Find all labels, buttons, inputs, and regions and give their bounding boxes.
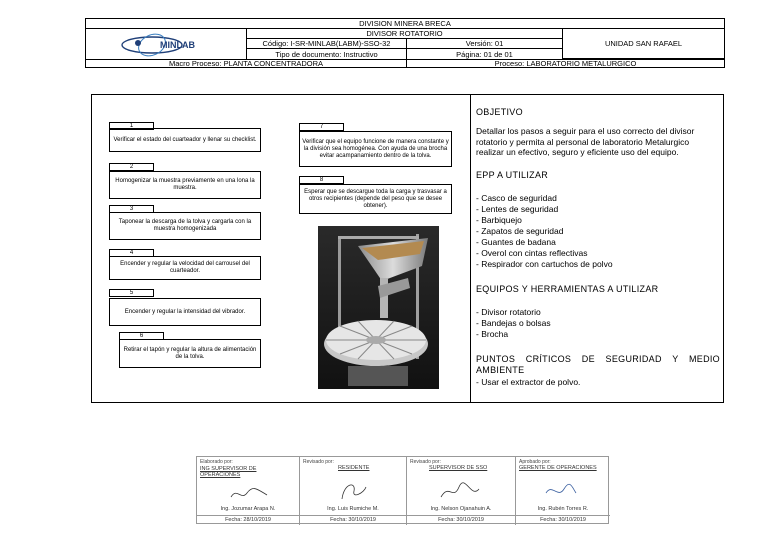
equipos-item: - Brocha (476, 329, 509, 339)
epp-title: EPP A UTILIZAR (476, 170, 549, 180)
step-text: Homogenizar la muestra previamente en una lona la muestra. (109, 171, 261, 199)
signer-name: Ing. Nelson Ojanahuin A. (430, 506, 492, 512)
signature-label: Revisado por: (410, 459, 441, 465)
handwritten-signature (336, 479, 370, 503)
signature-column (516, 457, 610, 525)
step-text: Verificar el estado del cuarteador y llenar su checklist. (109, 128, 261, 152)
equipos-title: EQUIPOS Y HERRAMIENTAS A UTILIZAR (476, 284, 659, 294)
signature-column (407, 457, 516, 525)
instruction-panel (91, 94, 724, 403)
step-number: 8 (299, 176, 344, 184)
signature-role: ING SUPERVISOR DE OPERACIONES (200, 466, 257, 478)
step-number: 7 (299, 123, 344, 131)
step-text: Retirar el tapón y regular la altura de alimentación de la tolva. (119, 339, 261, 368)
document-header (85, 18, 725, 68)
step-text: Taponear la descarga de la tolva y cargarla con la muestra homogenizada (109, 212, 261, 240)
doc-version: Versión: 01 (406, 39, 562, 49)
logo-text: MINLAB (160, 40, 195, 50)
epp-item: - Zapatos de seguridad (476, 226, 564, 236)
step-number: 2 (109, 163, 154, 171)
step-text: Esperar que se descargue toda la carga y trasvasar a otros recipientes (depende del peso que se desee obtener). (299, 184, 452, 214)
signature-role: SUPERVISOR DE SSO (429, 465, 488, 471)
epp-item: - Respirador con cartuchos de polvo (476, 259, 613, 269)
objetivo-text: Detallar los pasos a seguir para el uso correcto del divisor rotatorio y permita al personal de laboratorio Metalurgico realizar un efectivo, seguro y eficiente uso del equipo. (476, 126, 695, 157)
signer-name: Ing. Rubén Torres R. (537, 506, 589, 512)
epp-item: - Lentes de seguridad (476, 204, 559, 214)
doc-page: Página: 01 de 01 (406, 49, 562, 59)
equipos-item: - Divisor rotatorio (476, 307, 541, 317)
rotary-divider-photo (318, 226, 439, 389)
step-number: 5 (109, 289, 154, 297)
signer-name: Ing. Luis Rumiche M. (327, 506, 379, 512)
doc-code: Código: I-SR-MINLAB(LABM)-SSO-32 (246, 39, 406, 49)
macro-process: Macro Proceso: PLANTA CONCENTRADORA (86, 59, 406, 67)
minlab-logo (86, 29, 246, 59)
epp-item: - Overol con cintas reflectivas (476, 248, 588, 258)
rotary-divider-photo-image (318, 226, 439, 389)
step-text: Encender y regular la velocidad del carrousel del cuarteador. (109, 256, 261, 280)
step-text: Encender y regular la intensidad del vibrador. (109, 298, 261, 326)
signature-date: Fecha: 28/10/2019 (197, 515, 299, 525)
doc-type: Tipo de documento: Instructivo (246, 49, 406, 59)
step-number: 1 (109, 122, 154, 130)
signature-role: RESIDENTE (338, 465, 370, 471)
handwritten-signature (542, 481, 580, 501)
handwritten-signature (227, 485, 271, 503)
handwritten-signature (437, 481, 483, 503)
company-name: DIVISION MINERA BRECA (86, 19, 724, 29)
epp-item: - Guantes de badana (476, 237, 556, 247)
doc-title: DIVISOR ROTATORIO (246, 29, 562, 39)
signer-name: Ing. Jozumar Arapa N. (220, 506, 276, 512)
approval-signatures (196, 456, 609, 524)
signature-date: Fecha: 30/10/2019 (516, 515, 610, 525)
unit-name: UNIDAD SAN RAFAEL (562, 28, 724, 59)
equipos-item: - Bandejas o bolsas (476, 318, 551, 328)
step-number: 4 (109, 249, 154, 257)
process: Proceso: LABORATORIO METALURGICO (406, 59, 724, 67)
signature-date: Fecha: 30/10/2019 (407, 515, 515, 525)
objetivo-title: OBJETIVO (476, 107, 523, 117)
minlab-logo-icon (118, 31, 214, 57)
signature-column (300, 457, 407, 525)
signature-label: Revisado por: (303, 459, 334, 465)
epp-item: - Casco de seguridad (476, 193, 557, 203)
signature-label: Aprobado por: (519, 459, 551, 465)
signature-date: Fecha: 30/10/2019 (300, 515, 406, 525)
signature-role: GERENTE DE OPERACIONES (519, 465, 597, 471)
step-number: 6 (119, 332, 164, 340)
puntos-item: - Usar el extractor de polvo. (476, 377, 581, 387)
step-text: Verificar que el equipo funcione de manera constante y la división sea homogénea. Con ayuda de una brocha evitar acampanamiento dentro de la tolva. (299, 131, 452, 167)
signature-label: Elaborado por: (200, 459, 233, 465)
step-number: 3 (109, 205, 154, 213)
panel-divider (470, 95, 471, 402)
puntos-title: PUNTOS CRÍTICOS DE SEGURIDAD Y MEDIO AMBIENTE (476, 354, 720, 375)
signature-column (197, 457, 300, 525)
epp-item: - Barbiquejo (476, 215, 522, 225)
